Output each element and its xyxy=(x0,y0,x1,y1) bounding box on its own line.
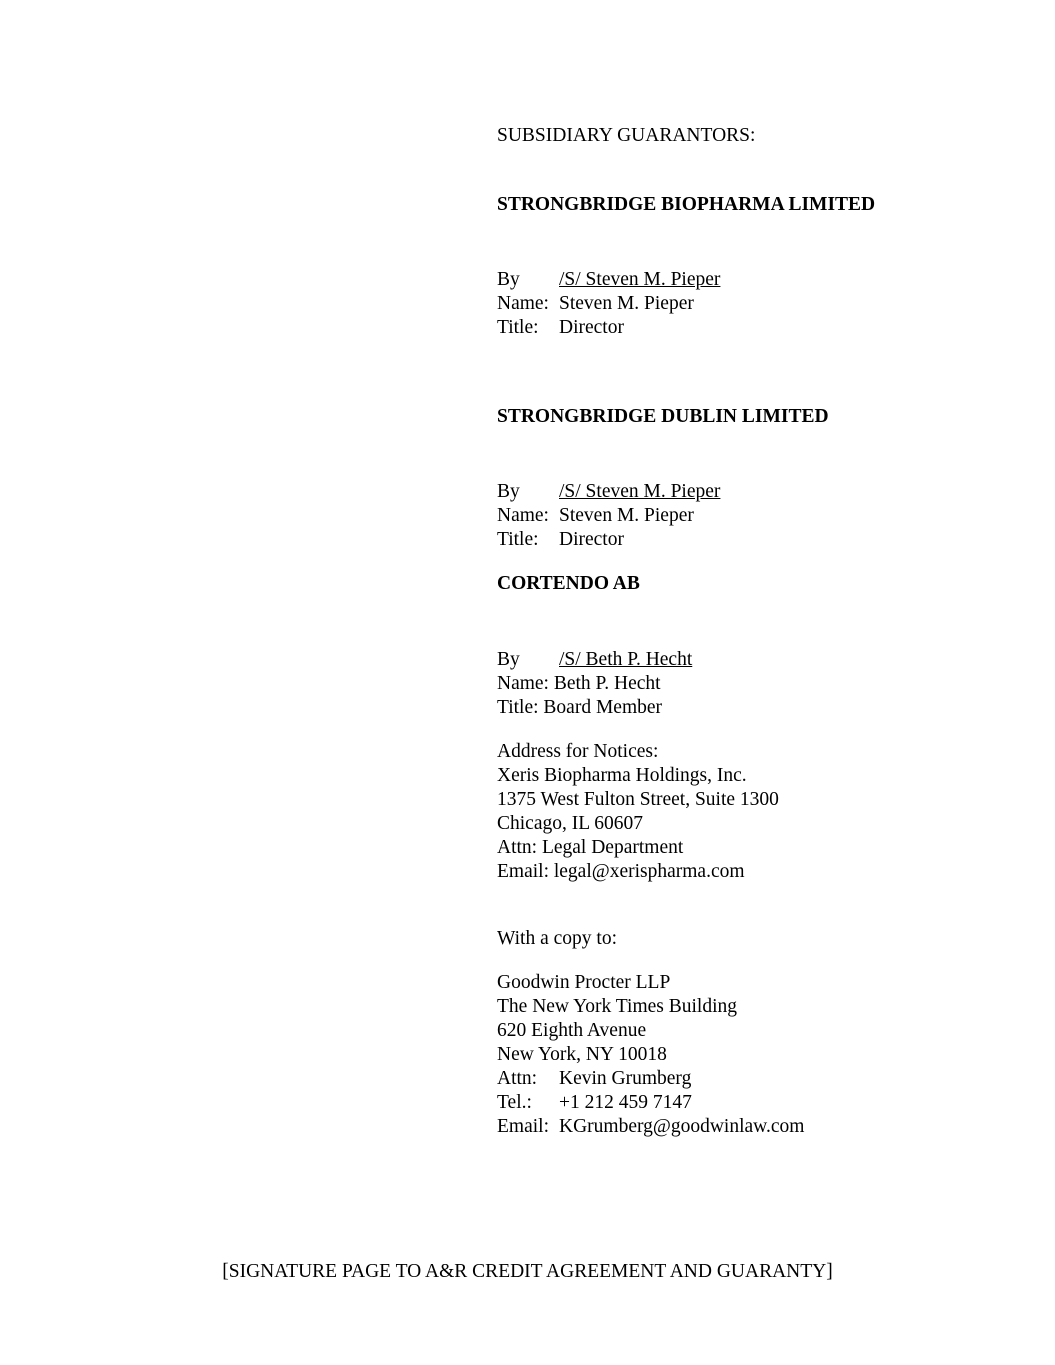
name-line: Name: Beth P. Hecht xyxy=(497,673,661,694)
by-label: By xyxy=(497,481,520,502)
copy-line: The New York Times Building xyxy=(497,996,737,1017)
notices-line: Chicago, IL 60607 xyxy=(497,813,644,834)
guarantor-name-cortendo: CORTENDO AB xyxy=(497,573,640,594)
copy-contact-tel xyxy=(497,1091,804,1115)
copy-line: Goodwin Procter LLP xyxy=(497,972,671,993)
copy-line: 620 Eighth Avenue xyxy=(497,1020,647,1041)
page-footer: [SIGNATURE PAGE TO A&R CREDIT AGREEMENT AND GUARANTY] xyxy=(222,1261,833,1282)
contact-label: Attn: xyxy=(497,1068,538,1089)
signer-name: Steven M. Pieper xyxy=(559,293,694,314)
by-line xyxy=(497,480,720,504)
contact-value: KGrumberg@goodwinlaw.com xyxy=(559,1116,805,1137)
by-label: By xyxy=(497,269,520,290)
guarantor-name-strongbridge-dublin: STRONGBRIDGE DUBLIN LIMITED xyxy=(497,406,829,427)
signer-name: Steven M. Pieper xyxy=(559,505,694,526)
signature: /S/ Steven M. Pieper xyxy=(559,269,721,290)
contact-value: Kevin Grumberg xyxy=(559,1068,692,1089)
title-label: Title: xyxy=(497,529,539,550)
by-line xyxy=(497,648,692,672)
signature-block-strongbridge-biopharma xyxy=(497,268,720,340)
copy-contact-email xyxy=(497,1115,804,1139)
notices-block xyxy=(497,740,779,884)
by-line xyxy=(497,268,720,292)
guarantor-name-strongbridge-biopharma: STRONGBRIDGE BIOPHARMA LIMITED xyxy=(497,194,876,215)
signer-title: Director xyxy=(559,317,624,338)
notices-line: 1375 West Fulton Street, Suite 1300 xyxy=(497,789,779,810)
copy-block xyxy=(497,971,804,1139)
title-line: Title: Board Member xyxy=(497,697,663,718)
section-title: SUBSIDIARY GUARANTORS: xyxy=(497,125,756,146)
name-label: Name: xyxy=(497,505,549,526)
signature: /S/ Beth P. Hecht xyxy=(559,649,693,670)
notices-line: Attn: Legal Department xyxy=(497,837,684,858)
signer-title: Director xyxy=(559,529,624,550)
signature-block-cortendo xyxy=(497,648,692,720)
name-line xyxy=(497,504,720,528)
contact-label: Tel.: xyxy=(497,1092,532,1113)
contact-label: Email: xyxy=(497,1116,549,1137)
contact-value: +1 212 459 7147 xyxy=(559,1092,692,1113)
copy-contact-attn xyxy=(497,1067,804,1091)
copy-heading: With a copy to: xyxy=(497,928,617,949)
notices-email: Email: legal@xerispharma.com xyxy=(497,861,745,882)
name-label: Name: xyxy=(497,293,549,314)
name-line xyxy=(497,292,720,316)
title-label: Title: xyxy=(497,317,539,338)
by-label: By xyxy=(497,649,520,670)
title-line xyxy=(497,316,720,340)
notices-heading: Address for Notices: xyxy=(497,741,659,762)
title-line xyxy=(497,528,720,552)
copy-line: New York, NY 10018 xyxy=(497,1044,667,1065)
signature: /S/ Steven M. Pieper xyxy=(559,481,721,502)
signature-block-strongbridge-dublin xyxy=(497,480,720,552)
notices-line: Xeris Biopharma Holdings, Inc. xyxy=(497,765,747,786)
